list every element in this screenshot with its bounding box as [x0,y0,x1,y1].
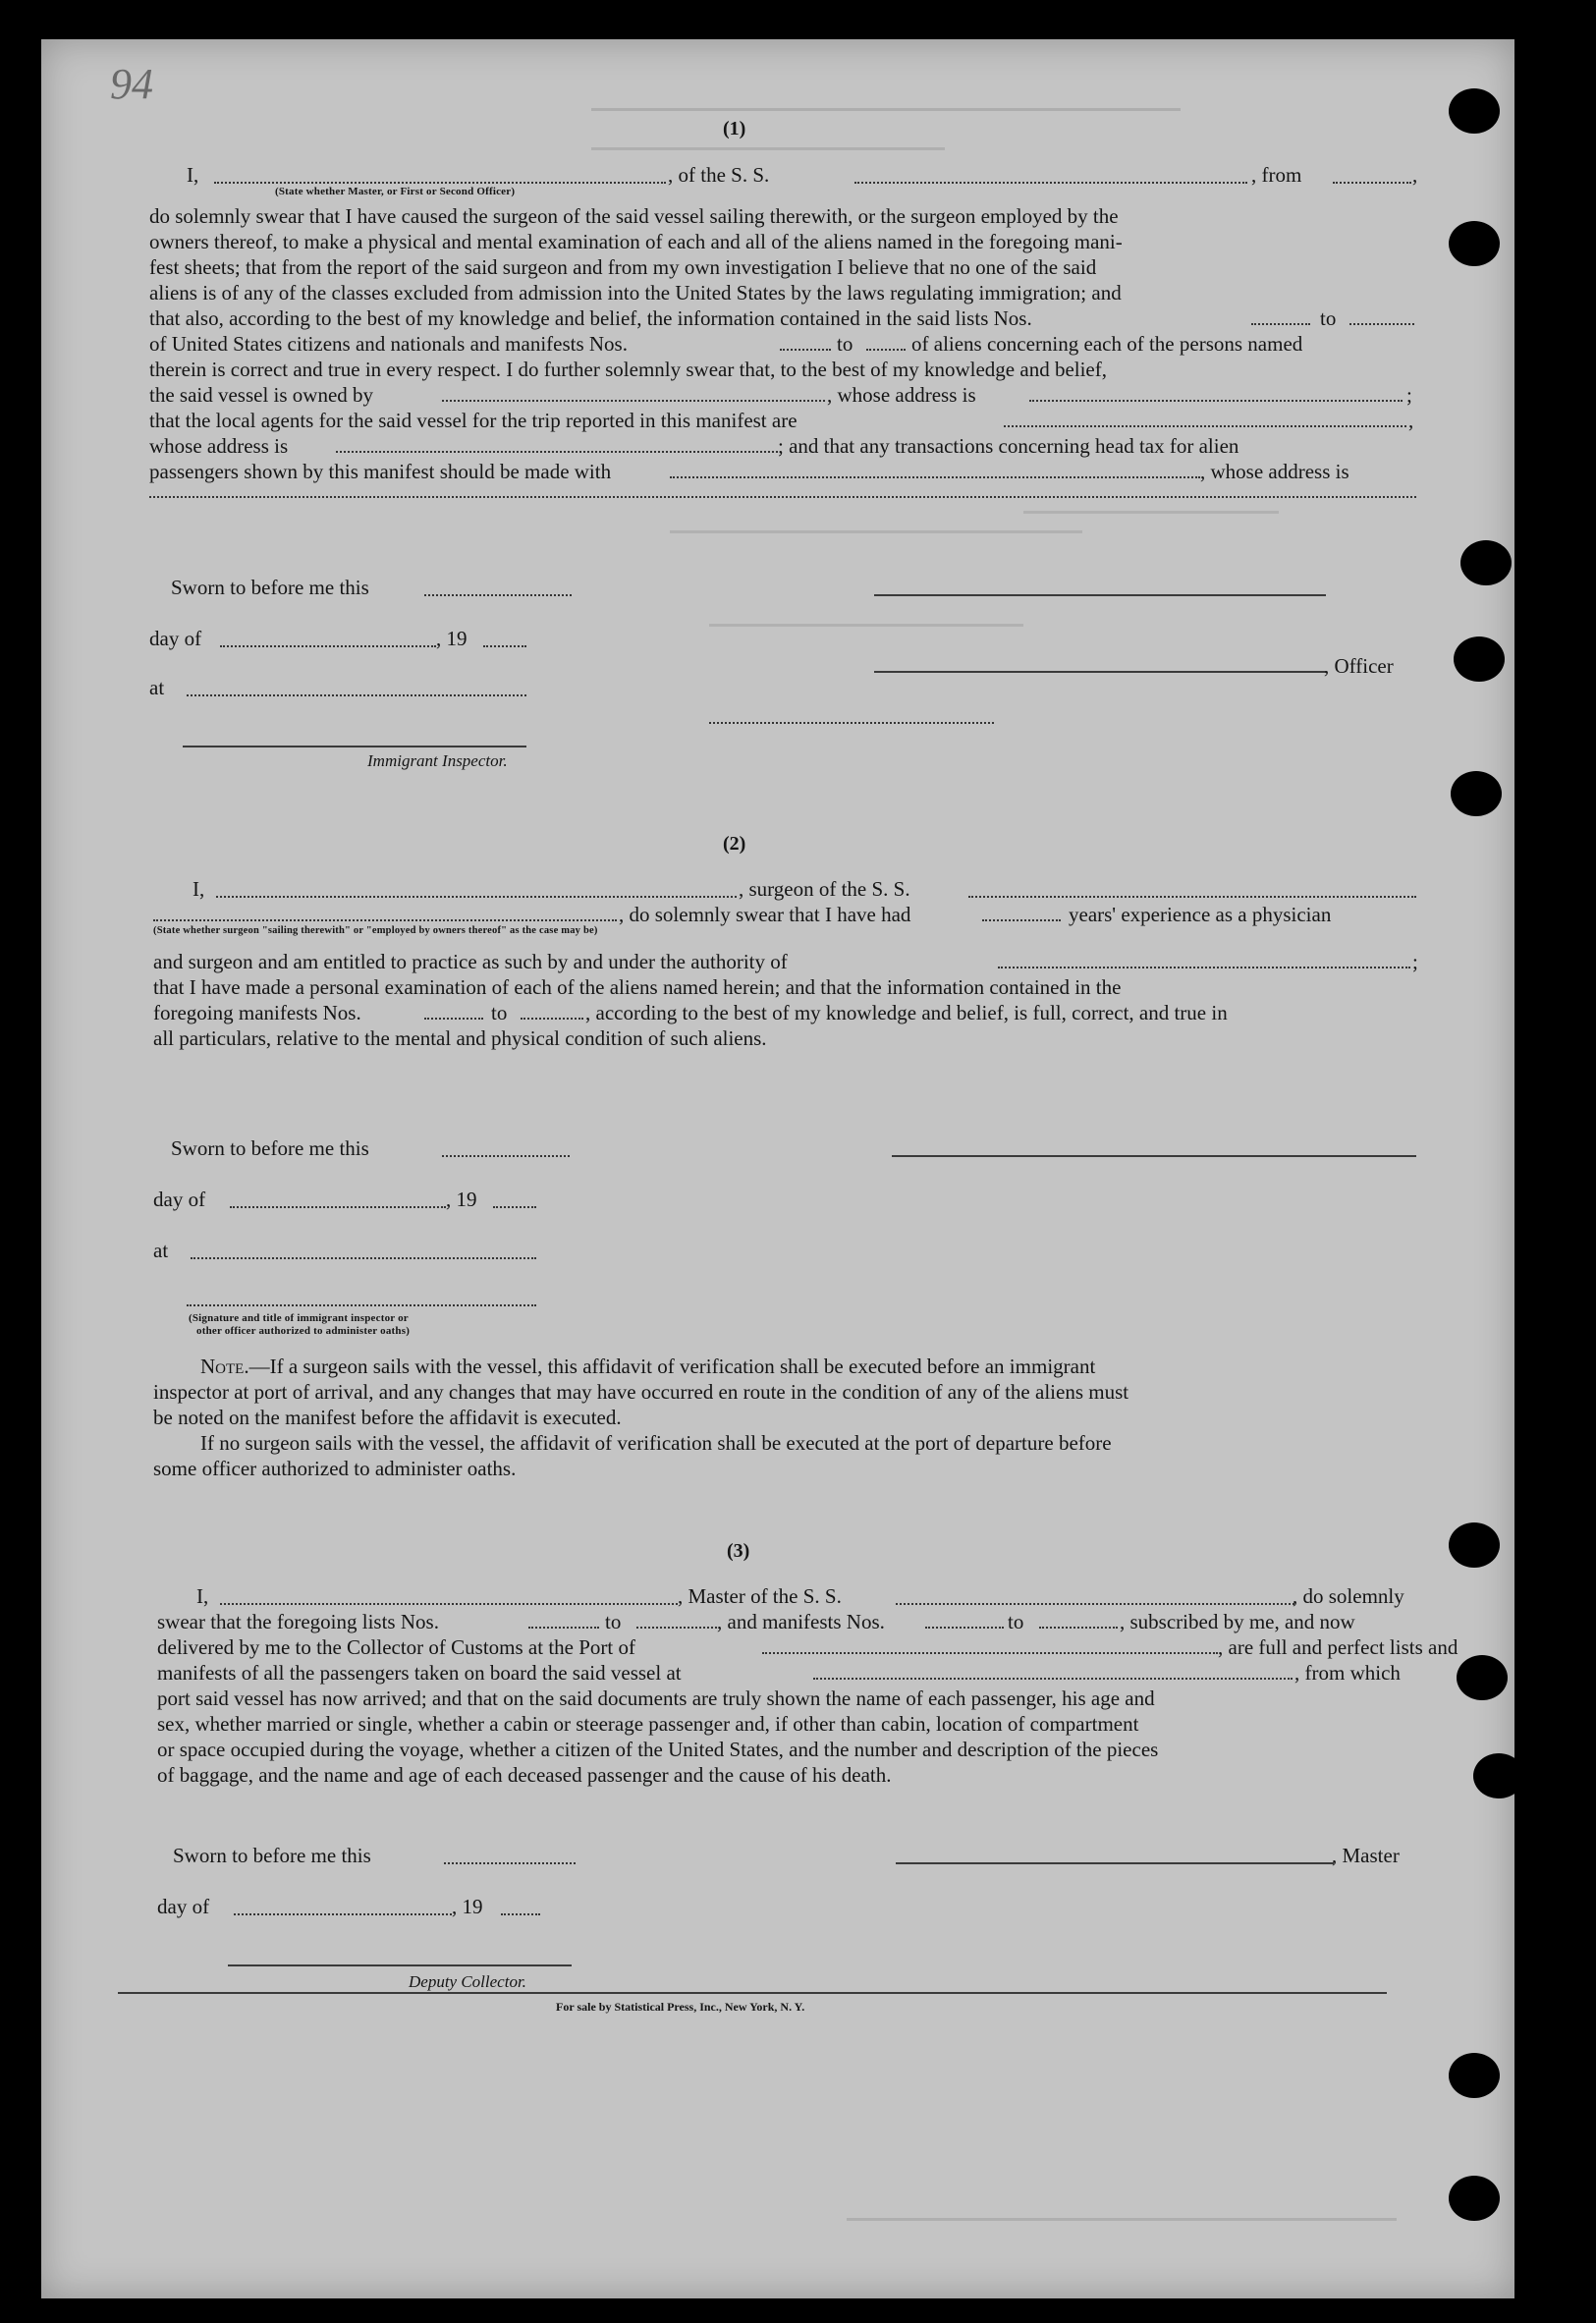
surgeon-status-field[interactable] [153,919,617,921]
punch-hole [1449,221,1500,266]
place-field[interactable] [187,694,526,696]
note-text: —If a surgeon sails with the vessel, this affidavit of verification shall be executed before an immigrant [248,1355,1096,1378]
text-whose-address: whose address is [149,434,289,458]
text-i: I, [193,877,205,901]
vessel-name-field[interactable] [854,182,1247,184]
text-at: at [153,1239,169,1262]
body-line: aliens is of any of the classes excluded from admission into the United States by the laws regulating immigration; and [149,281,1122,304]
section-number: (3) [727,1540,750,1562]
month-field[interactable] [220,645,436,647]
text-whose-address: , whose address is [1200,460,1349,483]
punch-hole [1473,1753,1524,1798]
text-comma: , [1408,409,1414,432]
text-swear-had: , do solemnly swear that I have had [619,903,911,926]
officer-name-line[interactable] [874,671,1326,673]
body-line: swear that the foregoing lists Nos. [157,1610,439,1633]
inspector-signature-line[interactable] [183,746,526,747]
text-sworn: Sworn to before me this [173,1844,371,1867]
note-label: Note. [200,1355,249,1378]
text-semicolon: ; [1412,950,1418,973]
body-line: that also, according to the best of my knowledge and belief, the information contained in the said lists Nos. [149,306,1032,330]
note-text: If no surgeon sails with the vessel, the affidavit of verification shall be executed at the port of departure before [200,1431,1112,1455]
manifests-from-field[interactable] [925,1627,1004,1629]
head-tax-contact-field[interactable] [670,476,1200,478]
year-field[interactable] [501,1913,540,1915]
lists-from-field[interactable] [1251,323,1310,325]
surgeon-note: (State whether surgeon "sailing therewith" or "employed by owners thereof" as the case may be) [153,925,598,936]
manifests-from-field[interactable] [424,1018,483,1020]
text-local-agents: that the local agents for the said vessel for the trip reported in this manifest are [149,409,798,432]
body-line: ; and that any transactions concerning head tax for alien [778,434,1239,458]
text-sworn: Sworn to before me this [171,1136,369,1160]
text-to: to [605,1610,622,1633]
body-line: fest sheets; that from the report of the said surgeon and from my own investigation I believe that no one of the said [149,255,1097,279]
body-line: therein is correct and true in every respect. I do further solemnly swear that, to the best of my knowledge and belief, [149,358,1107,381]
place-field[interactable] [191,1257,536,1259]
text-day-of: day of [149,627,202,650]
manifests-to-field[interactable] [521,1018,583,1020]
sworn-day-field[interactable] [442,1155,570,1157]
lists-to-field[interactable] [636,1627,717,1629]
text-of-ss: , of the S. S. [668,163,770,187]
text-sworn: Sworn to before me this [171,576,369,599]
local-agents-field[interactable] [1004,425,1406,427]
body-line: or space occupied during the voyage, whether a citizen of the United States, and the number and description of the pieces [157,1738,1159,1761]
text-surgeon-of: , surgeon of the S. S. [739,877,910,901]
body-line: foregoing manifests Nos. [153,1001,361,1024]
note-text: some officer authorized to administer oaths. [153,1457,517,1480]
master-name-field[interactable] [220,1603,678,1605]
month-field[interactable] [230,1206,446,1208]
section-number: (2) [723,833,746,855]
embarkation-port-field[interactable] [813,1678,1293,1680]
body-line: do solemnly swear that I have caused the surgeon of the said vessel sailing therewith, or the surgeon employed by the [149,204,1119,228]
text-master-of: , Master of the S. S. [678,1584,842,1608]
text-at: at [149,676,165,699]
official-signature-field[interactable] [187,1304,536,1306]
sworn-day-field[interactable] [444,1862,576,1864]
text-19: , 19 [446,1188,477,1211]
bottom-rule [118,1992,1387,1994]
year-field[interactable] [483,645,526,647]
body-line: owners thereof, to make a physical and mental examination of each and all of the aliens named in the foregoing mani- [149,230,1123,253]
bleed-through-dots [709,722,994,724]
text-from: , from [1251,163,1302,187]
text-i: I, [187,163,199,187]
authority-field[interactable] [998,967,1410,968]
officer-signature-line[interactable] [874,594,1326,596]
punch-hole [1449,88,1500,134]
surgeon-name-field[interactable] [216,896,737,898]
master-vessel-field[interactable] [896,1603,1294,1605]
officer-name-field[interactable] [214,182,666,184]
text-semicolon: ; [1406,383,1412,407]
text-to: to [491,1001,508,1024]
signature-note-line: other officer authorized to administer oaths) [196,1325,411,1337]
text-19: , 19 [436,627,468,650]
from-port-field[interactable] [1333,182,1411,184]
body-line: , are full and perfect lists and [1218,1635,1458,1659]
body-line: of baggage, and the name and age of each deceased passenger and the cause of his death. [157,1763,892,1787]
text-master: , Master [1332,1844,1400,1867]
sworn-day-field[interactable] [424,594,572,596]
manifests-to-field[interactable] [1039,1627,1118,1629]
deputy-signature-line[interactable] [228,1964,572,1966]
body-line: sex, whether married or single, whether a cabin or steerage passenger and, if other than cabin, location of compartment [157,1712,1139,1736]
punch-hole [1451,771,1502,816]
note-text: be noted on the manifest before the affidavit is executed. [153,1406,622,1429]
text-years: years' experience as a physician [1069,903,1332,926]
lists-from-field[interactable] [528,1627,599,1629]
printer-footer: For sale by Statistical Press, Inc., New York, N. Y. [556,2000,805,2014]
master-signature-line[interactable] [896,1862,1334,1864]
inspector-label: Immigrant Inspector. [367,751,508,770]
punch-hole [1449,1522,1500,1568]
month-field[interactable] [234,1913,452,1915]
punch-hole [1454,636,1505,682]
form-page [41,39,1514,2298]
bleed-through-mark [591,108,1181,140]
text-comma: , [1412,163,1418,187]
text-to: to [837,332,853,356]
body-line: of United States citizens and nationals and manifests Nos. [149,332,628,356]
year-field[interactable] [493,1206,536,1208]
body-line: , according to the best of my knowledge and belief, is full, correct, and true in [585,1001,1228,1024]
note-text: inspector at port of arrival, and any changes that may have occurred en route in the condition of any of the aliens must [153,1380,1129,1404]
text-19: , 19 [452,1895,483,1918]
body-line: , from which [1294,1661,1401,1685]
manifests-to-field[interactable] [866,349,906,351]
body-line: all particulars, relative to the mental and physical condition of such aliens. [153,1026,767,1050]
text-day-of: day of [153,1188,206,1211]
text-whose-address: , whose address is [827,383,976,407]
punch-hole [1460,540,1512,585]
signature-note [189,1312,410,1338]
punch-hole [1449,2053,1500,2098]
body-line: that I have made a personal examination of each of the aliens named herein; and that the information contained in the [153,975,1122,999]
manifests-from-field[interactable] [780,349,831,351]
body-line: port said vessel has now arrived; and that on the said documents are truly shown the name of each passenger, his age and [157,1687,1155,1710]
handwritten-mark: 94 [110,60,153,108]
body-line: manifests of all the passengers taken on board the said vessel at [157,1661,682,1685]
text-i: I, [196,1584,209,1608]
deputy-label: Deputy Collector. [409,1972,526,1991]
port-field[interactable] [762,1652,1218,1654]
text-owned-by: the said vessel is owned by [149,383,374,407]
text-passengers: passengers shown by this manifest should be made with [149,460,612,483]
bleed-through-mark [847,2218,1397,2240]
body-line: of aliens concerning each of the persons named [911,332,1303,356]
agents-address-field[interactable] [336,451,778,453]
text-solemnly: , do solemnly [1293,1584,1404,1608]
punch-hole [1449,2176,1500,2221]
section-number: (1) [723,118,746,139]
years-experience-field[interactable] [982,919,1061,921]
text-officer: , Officer [1324,654,1394,678]
owner-field[interactable] [442,400,825,402]
body-line: delivered by me to the Collector of Customs at the Port of [157,1635,635,1659]
body-line: and surgeon and am entitled to practice as such by and under the authority of [153,950,788,973]
body-line: , subscribed by me, and now [1120,1610,1355,1633]
text-to: to [1320,306,1337,330]
officer-note: (State whether Master, or First or Second Officer) [275,186,516,197]
punch-hole [1457,1655,1508,1700]
surgeon-vessel-field[interactable] [968,896,1416,898]
text-to: to [1008,1610,1024,1633]
text-day-of: day of [157,1895,210,1918]
bleed-through-mark [670,530,1082,553]
text-manifests: , and manifests Nos. [717,1610,885,1633]
head-tax-address-field[interactable] [149,496,1416,498]
owner-address-field[interactable] [1029,400,1403,402]
surgeon-signature-line[interactable] [892,1155,1416,1157]
signature-note-line: (Signature and title of immigrant inspector or [189,1312,409,1324]
lists-to-field[interactable] [1349,323,1414,325]
